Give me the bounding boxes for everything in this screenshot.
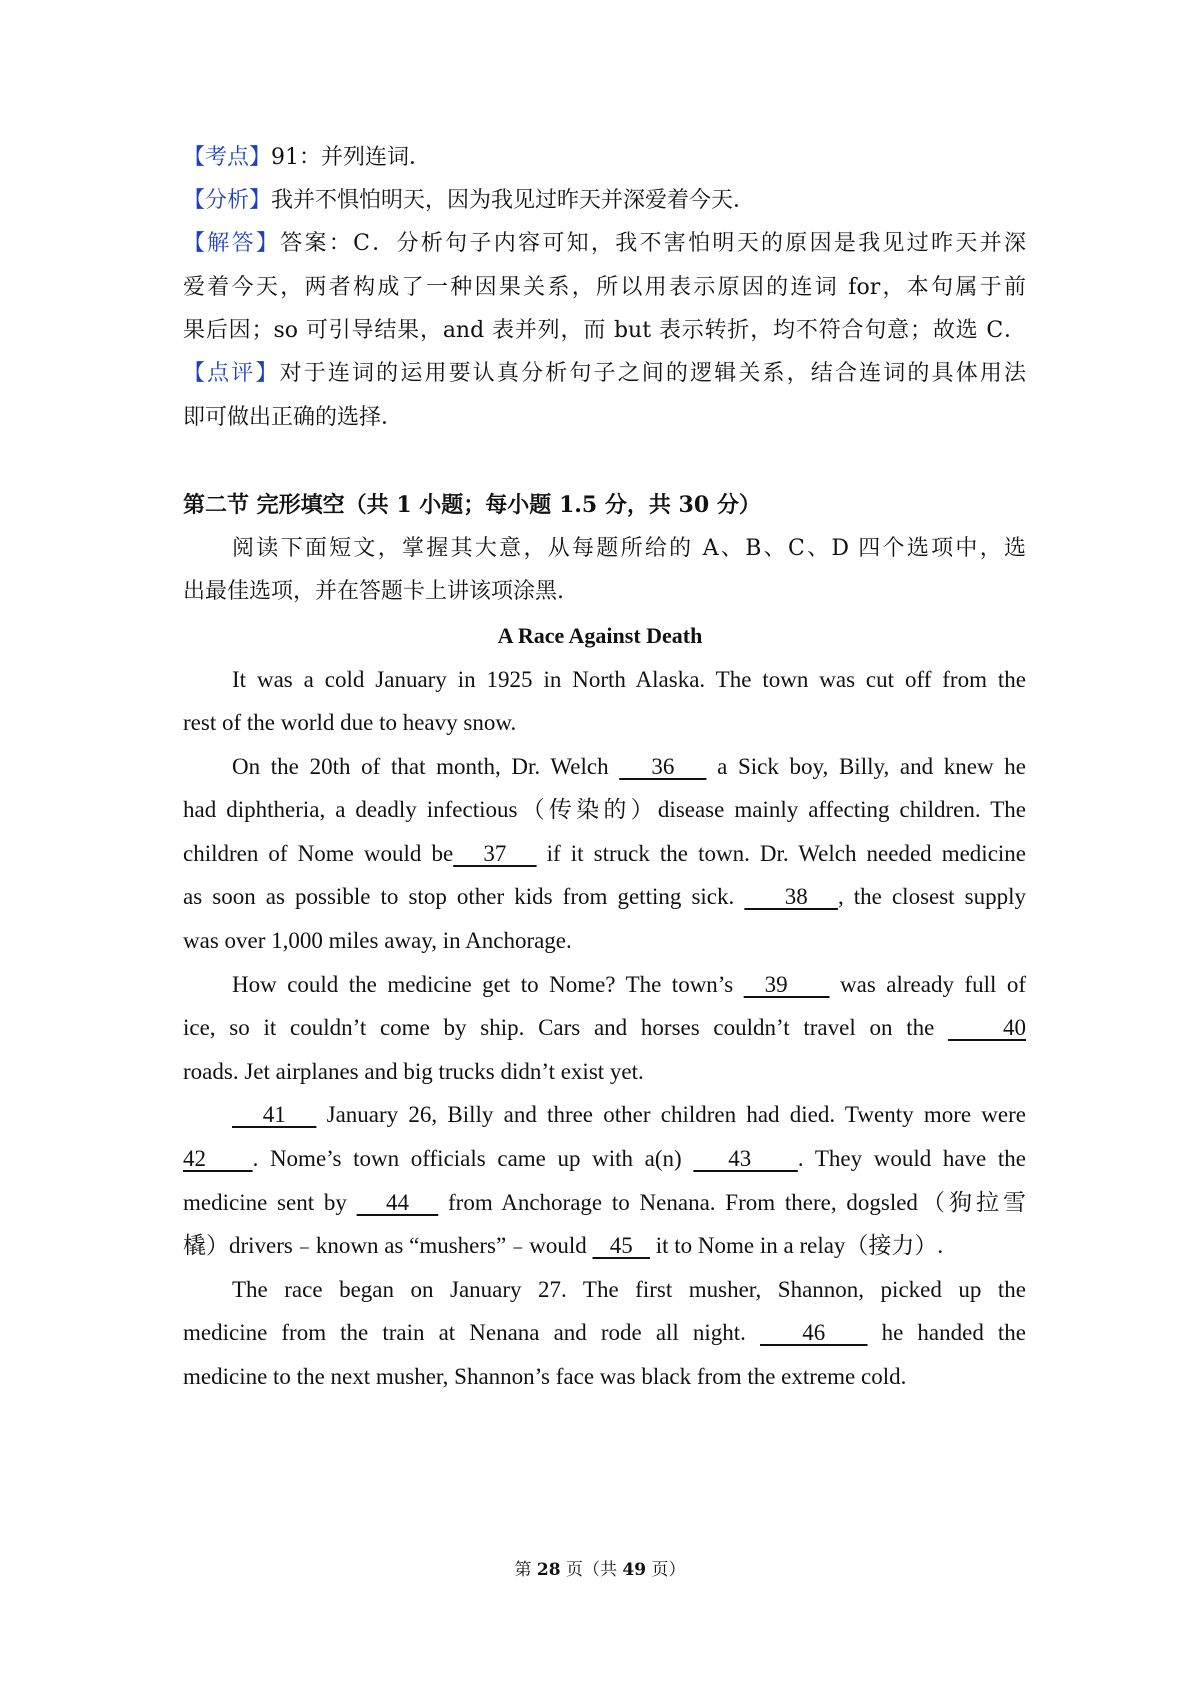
p3-line-2 <box>183 1013 1026 1043</box>
instruction-line-1: 阅读下面短文，掌握其大意，从每题所给的 A、B、C、D 四个选项中，选 <box>232 536 1026 561</box>
p4-line-3 <box>183 1188 1026 1218</box>
p4-text-g: it to Nome in a relay（接力）. <box>655 1233 944 1258</box>
blank-41: 41 <box>232 1102 317 1127</box>
jieda-text-1: 答案：C．分析句子内容可知，我不害怕明天的原因是我见过昨天并深 <box>280 231 1026 256</box>
jieda-line-2: 爱着今天，两者构成了一种因果关系，所以用表示原因的连词 for，本句属于前 <box>183 275 1026 300</box>
kaodian-tag: 【考点】 <box>183 145 272 170</box>
p4-text-f: 橇）drivers﹣known as “mushers”﹣would <box>183 1233 587 1258</box>
p4-text-d: medicine sent by <box>183 1190 347 1215</box>
p4-line-1 <box>232 1100 1026 1130</box>
footer-suffix: 页） <box>646 1560 686 1580</box>
blank-44: 44 <box>356 1190 439 1215</box>
p2-line-5: was over 1,000 miles away, in Anchorage. <box>183 928 572 953</box>
p2-text-b: a Sick boy, Billy, and knew he <box>717 754 1027 779</box>
p3-text-a: How could the medicine get to Nome? The town’s <box>232 972 734 997</box>
section-heading: 第二节 完形填空（共 1 小题；每小题 1.5 分，共 30 分） <box>183 492 761 518</box>
jieda-tag: 【解答】 <box>183 231 281 256</box>
dianping-tag: 【点评】 <box>183 361 280 386</box>
p3-text-b: was already full of <box>840 972 1027 997</box>
fenxi-text: 我并不惧怕明天，因为我见过昨天并深爱着今天． <box>271 188 756 213</box>
instruction-line-2: 出最佳选项，并在答题卡上讲该项涂黑. <box>183 579 564 604</box>
p3-line-3: roads. Jet airplanes and big trucks didn’t exist yet. <box>183 1059 644 1084</box>
p5-text-b: he handed the <box>881 1320 1027 1345</box>
passage-title: A Race Against Death <box>497 623 703 648</box>
p2-line-2: had diphtheria, a deadly infectious（传染的）disease mainly affecting children. The <box>183 797 1026 822</box>
p2-line-4 <box>183 882 1026 912</box>
p2-line-3 <box>183 839 1026 869</box>
dianping-line-1 <box>183 359 1026 389</box>
kaodian-text: 91：并列连词． <box>271 145 432 170</box>
fenxi-tag: 【分析】 <box>183 188 272 213</box>
fenxi-line <box>183 186 1026 216</box>
p5-line-2 <box>183 1318 1026 1348</box>
p4-text-a: January 26, Billy and three other children had died. Twenty more were <box>326 1102 1026 1127</box>
p4-text-c: . They would have the <box>797 1146 1027 1171</box>
p4-line-4 <box>183 1231 1026 1261</box>
dianping-line-2: 即可做出正确的选择． <box>183 405 404 430</box>
p5-text-a: medicine from the train at Nenana and rode all night. <box>183 1320 746 1345</box>
p4-text-e: from Anchorage to Nenana. From there, dogsled（狗拉雪 <box>448 1190 1026 1215</box>
blank-46: 46 <box>760 1320 868 1345</box>
dianping-text-1: 对于连词的运用要认真分析句子之间的逻辑关系，结合连词的具体用法 <box>279 361 1026 386</box>
p3-line-1 <box>232 970 1026 1000</box>
p2-text-d: if it struck the town. Dr. Welch needed medicine <box>546 841 1027 866</box>
jieda-line-3: 果后因；so 可引导结果，and 表并列，而 but 表示转折，均不符合句意；故选 C． <box>183 318 1026 343</box>
p2-line-1 <box>232 752 1026 782</box>
p1-line-2: rest of the world due to heavy snow. <box>183 710 517 735</box>
p2-text-a: On the 20th of that month, Dr. Welch <box>232 754 609 779</box>
p3-text-c: ice, so it couldn’t come by ship. Cars and horses couldn’t travel on the <box>183 1015 935 1040</box>
blank-39: 39 <box>743 972 830 997</box>
jieda-line-1 <box>183 229 1026 259</box>
p5-line-3: medicine to the next musher, Shannon’s face was black from the extreme cold. <box>183 1364 907 1389</box>
blank-43: 43 <box>693 1146 798 1171</box>
blank-45: 45 <box>592 1233 650 1258</box>
blank-37: 37 <box>453 841 537 866</box>
p2-text-c: children of Nome would be <box>183 841 454 866</box>
p2-text-f: , the closest supply <box>837 884 1027 909</box>
p5-line-1: The race began on January 27. The first musher, Shannon, picked up the <box>232 1277 1026 1302</box>
blank-40: 40 <box>948 1015 1027 1040</box>
footer-page-number: 28 <box>536 1560 561 1580</box>
p4-line-2 <box>183 1144 1026 1174</box>
p4-text-b: . Nome’s town officials came up with a(n) <box>252 1146 682 1171</box>
footer-total-pages: 49 <box>622 1560 647 1580</box>
blank-38: 38 <box>744 884 838 909</box>
footer-prefix: 第 <box>514 1560 537 1580</box>
kaodian-line <box>183 143 1026 173</box>
page-footer <box>0 1558 1200 1582</box>
blank-42: 42 <box>183 1146 253 1171</box>
blank-36: 36 <box>619 754 707 779</box>
p1-line-1: It was a cold January in 1925 in North Alaska. The town was cut off from the <box>232 667 1026 692</box>
footer-middle: 页（共 <box>560 1560 623 1580</box>
p2-text-e: as soon as possible to stop other kids from getting sick. <box>183 884 735 909</box>
